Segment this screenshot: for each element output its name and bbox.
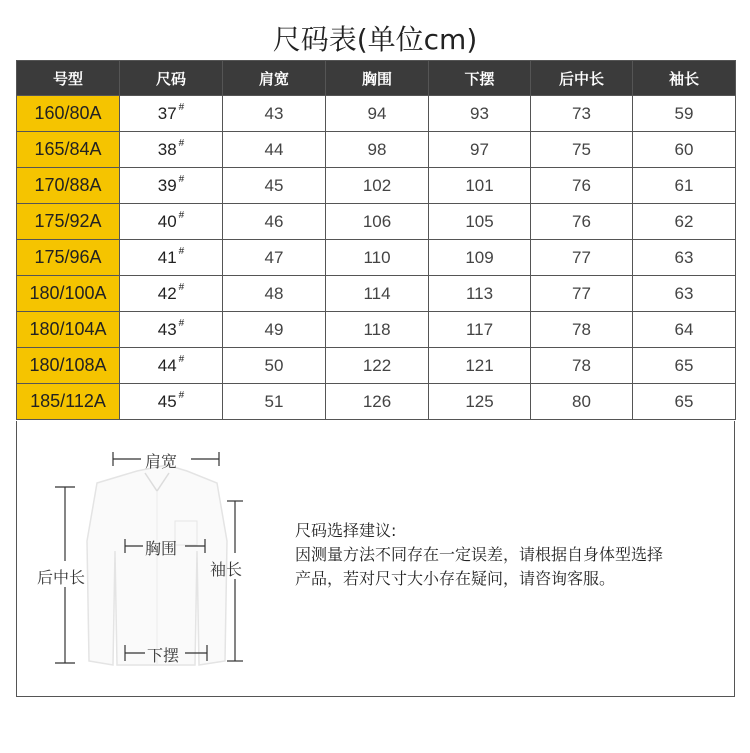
size-table [16,60,736,420]
cell-shoulder: 50 [223,348,326,384]
cell-sleeve: 61 [633,168,736,204]
size-mark: # [178,389,185,401]
cell-model: 185/112A [17,384,120,420]
cell-back-length: 78 [531,312,633,348]
table-row [17,168,736,204]
label-back-length: 后中长 [37,568,86,587]
cell-back-length: 76 [531,204,633,240]
table-row [17,204,736,240]
table-row [17,96,736,132]
size-mark: # [178,137,185,149]
size-value: 40 [157,211,177,231]
cell-back-length: 77 [531,240,633,276]
cell-chest: 102 [326,168,429,204]
cell-back-length: 78 [531,348,633,384]
label-hem: 下摆 [147,646,180,665]
cell-model: 180/100A [17,276,120,312]
cell-chest: 114 [326,276,429,312]
cell-back-length: 80 [531,384,633,420]
table-row [17,276,736,312]
size-value: 37 [157,103,177,123]
cell-sleeve: 62 [633,204,736,240]
size-mark: # [178,317,185,329]
advice-title: 尺码选择建议: [295,521,397,540]
header-chest: 胸围 [326,61,429,96]
table-header-row [17,61,736,96]
cell-back-length: 77 [531,276,633,312]
size-mark: # [178,353,185,365]
size-value: 41 [157,247,177,267]
cell-chest: 110 [326,240,429,276]
cell-model: 160/80A [17,96,120,132]
sleeve-measure-line [227,501,243,661]
cell-hem: 125 [429,384,531,420]
size-value: 42 [157,283,177,303]
cell-back-length: 73 [531,96,633,132]
size-mark: # [178,281,185,293]
cell-shoulder: 43 [223,96,326,132]
cell-sleeve: 65 [633,384,736,420]
cell-hem: 97 [429,132,531,168]
table-row [17,240,736,276]
cell-sleeve: 63 [633,276,736,312]
cell-back-length: 76 [531,168,633,204]
cell-sleeve: 60 [633,132,736,168]
cell-size [120,240,223,276]
cell-sleeve: 63 [633,240,736,276]
cell-shoulder: 44 [223,132,326,168]
cell-hem: 105 [429,204,531,240]
label-sleeve: 袖长 [210,560,243,579]
cell-size [120,348,223,384]
cell-size [120,384,223,420]
size-advice [295,519,663,591]
header-sleeve: 袖长 [633,61,736,96]
size-value: 45 [157,391,177,411]
cell-hem: 113 [429,276,531,312]
size-mark: # [178,173,185,185]
cell-model: 175/96A [17,240,120,276]
size-mark: # [178,245,185,257]
table-row [17,348,736,384]
cell-hem: 93 [429,96,531,132]
cell-shoulder: 45 [223,168,326,204]
size-mark: # [178,101,185,113]
cell-hem: 109 [429,240,531,276]
header-hem: 下摆 [429,61,531,96]
label-chest: 胸围 [145,539,178,558]
cell-shoulder: 49 [223,312,326,348]
measurement-guide [16,421,735,697]
cell-size [120,96,223,132]
cell-chest: 122 [326,348,429,384]
advice-line: 产品，若对尺寸大小存在疑问，请咨询客服。 [295,569,616,588]
cell-chest: 118 [326,312,429,348]
size-value: 38 [157,139,177,159]
cell-shoulder: 46 [223,204,326,240]
advice-line: 因测量方法不同存在一定误差，请根据自身体型选择 [295,545,664,564]
cell-chest: 98 [326,132,429,168]
page-title: 尺码表(单位cm) [272,23,478,56]
cell-chest: 94 [326,96,429,132]
shirt-diagram [17,421,277,696]
cell-size [120,168,223,204]
cell-sleeve: 64 [633,312,736,348]
cell-hem: 121 [429,348,531,384]
header-shoulder: 肩宽 [223,61,326,96]
cell-model: 170/88A [17,168,120,204]
header-size: 尺码 [120,61,223,96]
cell-model: 180/104A [17,312,120,348]
cell-shoulder: 47 [223,240,326,276]
cell-sleeve: 59 [633,96,736,132]
cell-model: 165/84A [17,132,120,168]
table-row [17,312,736,348]
table-row [17,384,736,420]
cell-hem: 117 [429,312,531,348]
cell-chest: 106 [326,204,429,240]
cell-size [120,312,223,348]
cell-sleeve: 65 [633,348,736,384]
cell-shoulder: 51 [223,384,326,420]
table-row [17,132,736,168]
cell-shoulder: 48 [223,276,326,312]
label-shoulder: 肩宽 [145,452,178,471]
size-mark: # [178,209,185,221]
header-model: 号型 [17,61,120,96]
cell-hem: 101 [429,168,531,204]
size-value: 39 [157,175,177,195]
cell-model: 175/92A [17,204,120,240]
cell-back-length: 75 [531,132,633,168]
header-back-length: 后中长 [531,61,633,96]
cell-size [120,132,223,168]
size-value: 43 [157,319,177,339]
size-value: 44 [157,355,177,375]
cell-size [120,276,223,312]
cell-model: 180/108A [17,348,120,384]
cell-chest: 126 [326,384,429,420]
cell-size [120,204,223,240]
